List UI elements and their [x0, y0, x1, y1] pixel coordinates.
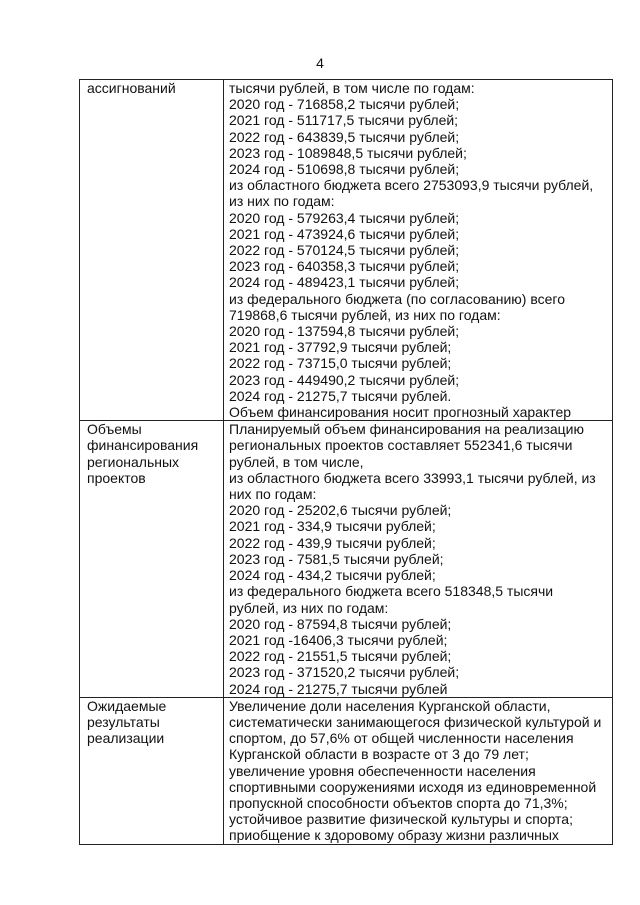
row-label-line: ассигнований — [87, 80, 176, 96]
content-line: 2020 год - 137594,8 тысячи рублей; — [229, 323, 460, 340]
row-content-cell — [224, 80, 613, 421]
content-line: спортивными сооружениями исходя из единовременной — [229, 778, 597, 795]
content-line: систематически занимающегося физической культурой и — [229, 713, 602, 730]
content-line: из областного бюджета всего 2753093,9 тысячи рублей, — [229, 177, 594, 194]
content-line: устойчивое развитие физической культуры и спорта; — [229, 811, 573, 828]
table-row — [80, 697, 613, 844]
content-line: 2024 год - 21275,7 тысячи рублей. — [229, 387, 452, 404]
content-line: тысячи рублей, в том числе по годам: — [229, 80, 475, 96]
content-line: 2024 год - 489423,1 тысячи рублей; — [229, 274, 460, 291]
content-line: 2023 год - 7581,5 тысячи рублей; — [229, 550, 444, 567]
content-line: из них по годам: — [229, 193, 335, 210]
content-line: 2022 год - 21551,5 тысячи рублей; — [229, 648, 452, 665]
content-line: рублей, из них по годам: — [229, 599, 389, 616]
passport-table — [79, 79, 613, 845]
content-line: 2022 год - 73715,0 тысячи рублей; — [229, 355, 452, 372]
content-line: приобщение к здоровому образу жизни различных — [229, 827, 559, 844]
row-label-cell — [80, 421, 224, 697]
content-line: 2023 год - 1089848,5 тысячи рублей; — [229, 144, 467, 161]
row-label-line: результаты — [87, 713, 160, 730]
content-line: 2021 год - 334,9 тысячи рублей; — [229, 518, 436, 535]
row-label-cell — [80, 697, 224, 844]
content-line: 2024 год - 434,2 тысячи рублей; — [229, 567, 436, 584]
content-line: 2021 год - 511717,5 тысячи рублей; — [229, 112, 459, 129]
content-line: увеличение уровня обеспеченности населения — [229, 762, 536, 779]
page-number: 4 — [316, 55, 324, 71]
content-line: Увеличение доли населения Курганской области, — [229, 697, 551, 714]
row-content-cell — [224, 697, 613, 844]
content-line: 719868,6 тысячи рублей, из них по годам: — [229, 306, 501, 323]
content-line: 2023 год - 640358,3 тысячи рублей; — [229, 258, 460, 275]
content-line: 2023 год - 371520,2 тысячи рублей; — [229, 664, 460, 681]
content-line: 2024 год - 510698,8 тысячи рублей; — [229, 161, 460, 178]
row-label-line: региональных — [87, 453, 180, 470]
content-line: региональных проектов составляет 552341,6 тысячи — [229, 437, 573, 454]
row-label-line: Объемы — [87, 421, 142, 438]
content-line: из областного бюджета всего 33993,1 тысячи рублей, из — [229, 469, 596, 486]
content-line: 2022 год - 439,9 тысячи рублей; — [229, 534, 436, 551]
content-line: рублей, в том числе, — [229, 453, 364, 470]
table-row — [80, 421, 613, 697]
row-label-cell — [80, 80, 224, 421]
content-line: 2020 год - 716858,2 тысячи рублей; — [229, 96, 460, 113]
row-label-line: финансирования — [87, 437, 199, 454]
content-line: 2021 год - 37792,9 тысячи рублей; — [229, 339, 452, 356]
content-line: 2020 год - 25202,6 тысячи рублей; — [229, 502, 452, 519]
content-line: 2024 год - 21275,7 тысячи рублей — [229, 680, 448, 697]
content-line: из федерального бюджета (по согласованию) всего — [229, 290, 565, 307]
content-line: них по годам: — [229, 486, 317, 503]
content-line: 2021 год -16406,3 тысячи рублей; — [229, 631, 448, 648]
content-line: 2022 год - 643839,5 тысячи рублей; — [229, 128, 460, 145]
row-content-cell — [224, 421, 613, 697]
content-line: пропускной способности объектов спорта до 71,3%; — [229, 794, 568, 811]
content-line: 2022 год - 570124,5 тысячи рублей; — [229, 242, 460, 259]
table-row — [80, 80, 613, 421]
content-line: Курганской области в возрасте от 3 до 79 лет; — [229, 746, 529, 763]
content-line: из федерального бюджета всего 518348,5 тысячи — [229, 583, 554, 600]
content-line: 2020 год - 579263,4 тысячи рублей; — [229, 209, 460, 226]
content-line: Планируемый объем финансирования на реализацию — [229, 421, 584, 438]
row-label-line: реализации — [87, 730, 165, 747]
row-label-line: проектов — [87, 469, 146, 486]
content-line: Объем финансирования носит прогнозный характер — [229, 404, 572, 421]
content-line: спортом, до 57,6% от общей численности населения — [229, 730, 574, 747]
content-line: 2021 год - 473924,6 тысячи рублей; — [229, 225, 460, 242]
content-line: 2020 год - 87594,8 тысячи рублей; — [229, 615, 452, 632]
content-line: 2023 год - 449490,2 тысячи рублей; — [229, 371, 460, 388]
row-label-line: Ожидаемые — [87, 697, 167, 714]
